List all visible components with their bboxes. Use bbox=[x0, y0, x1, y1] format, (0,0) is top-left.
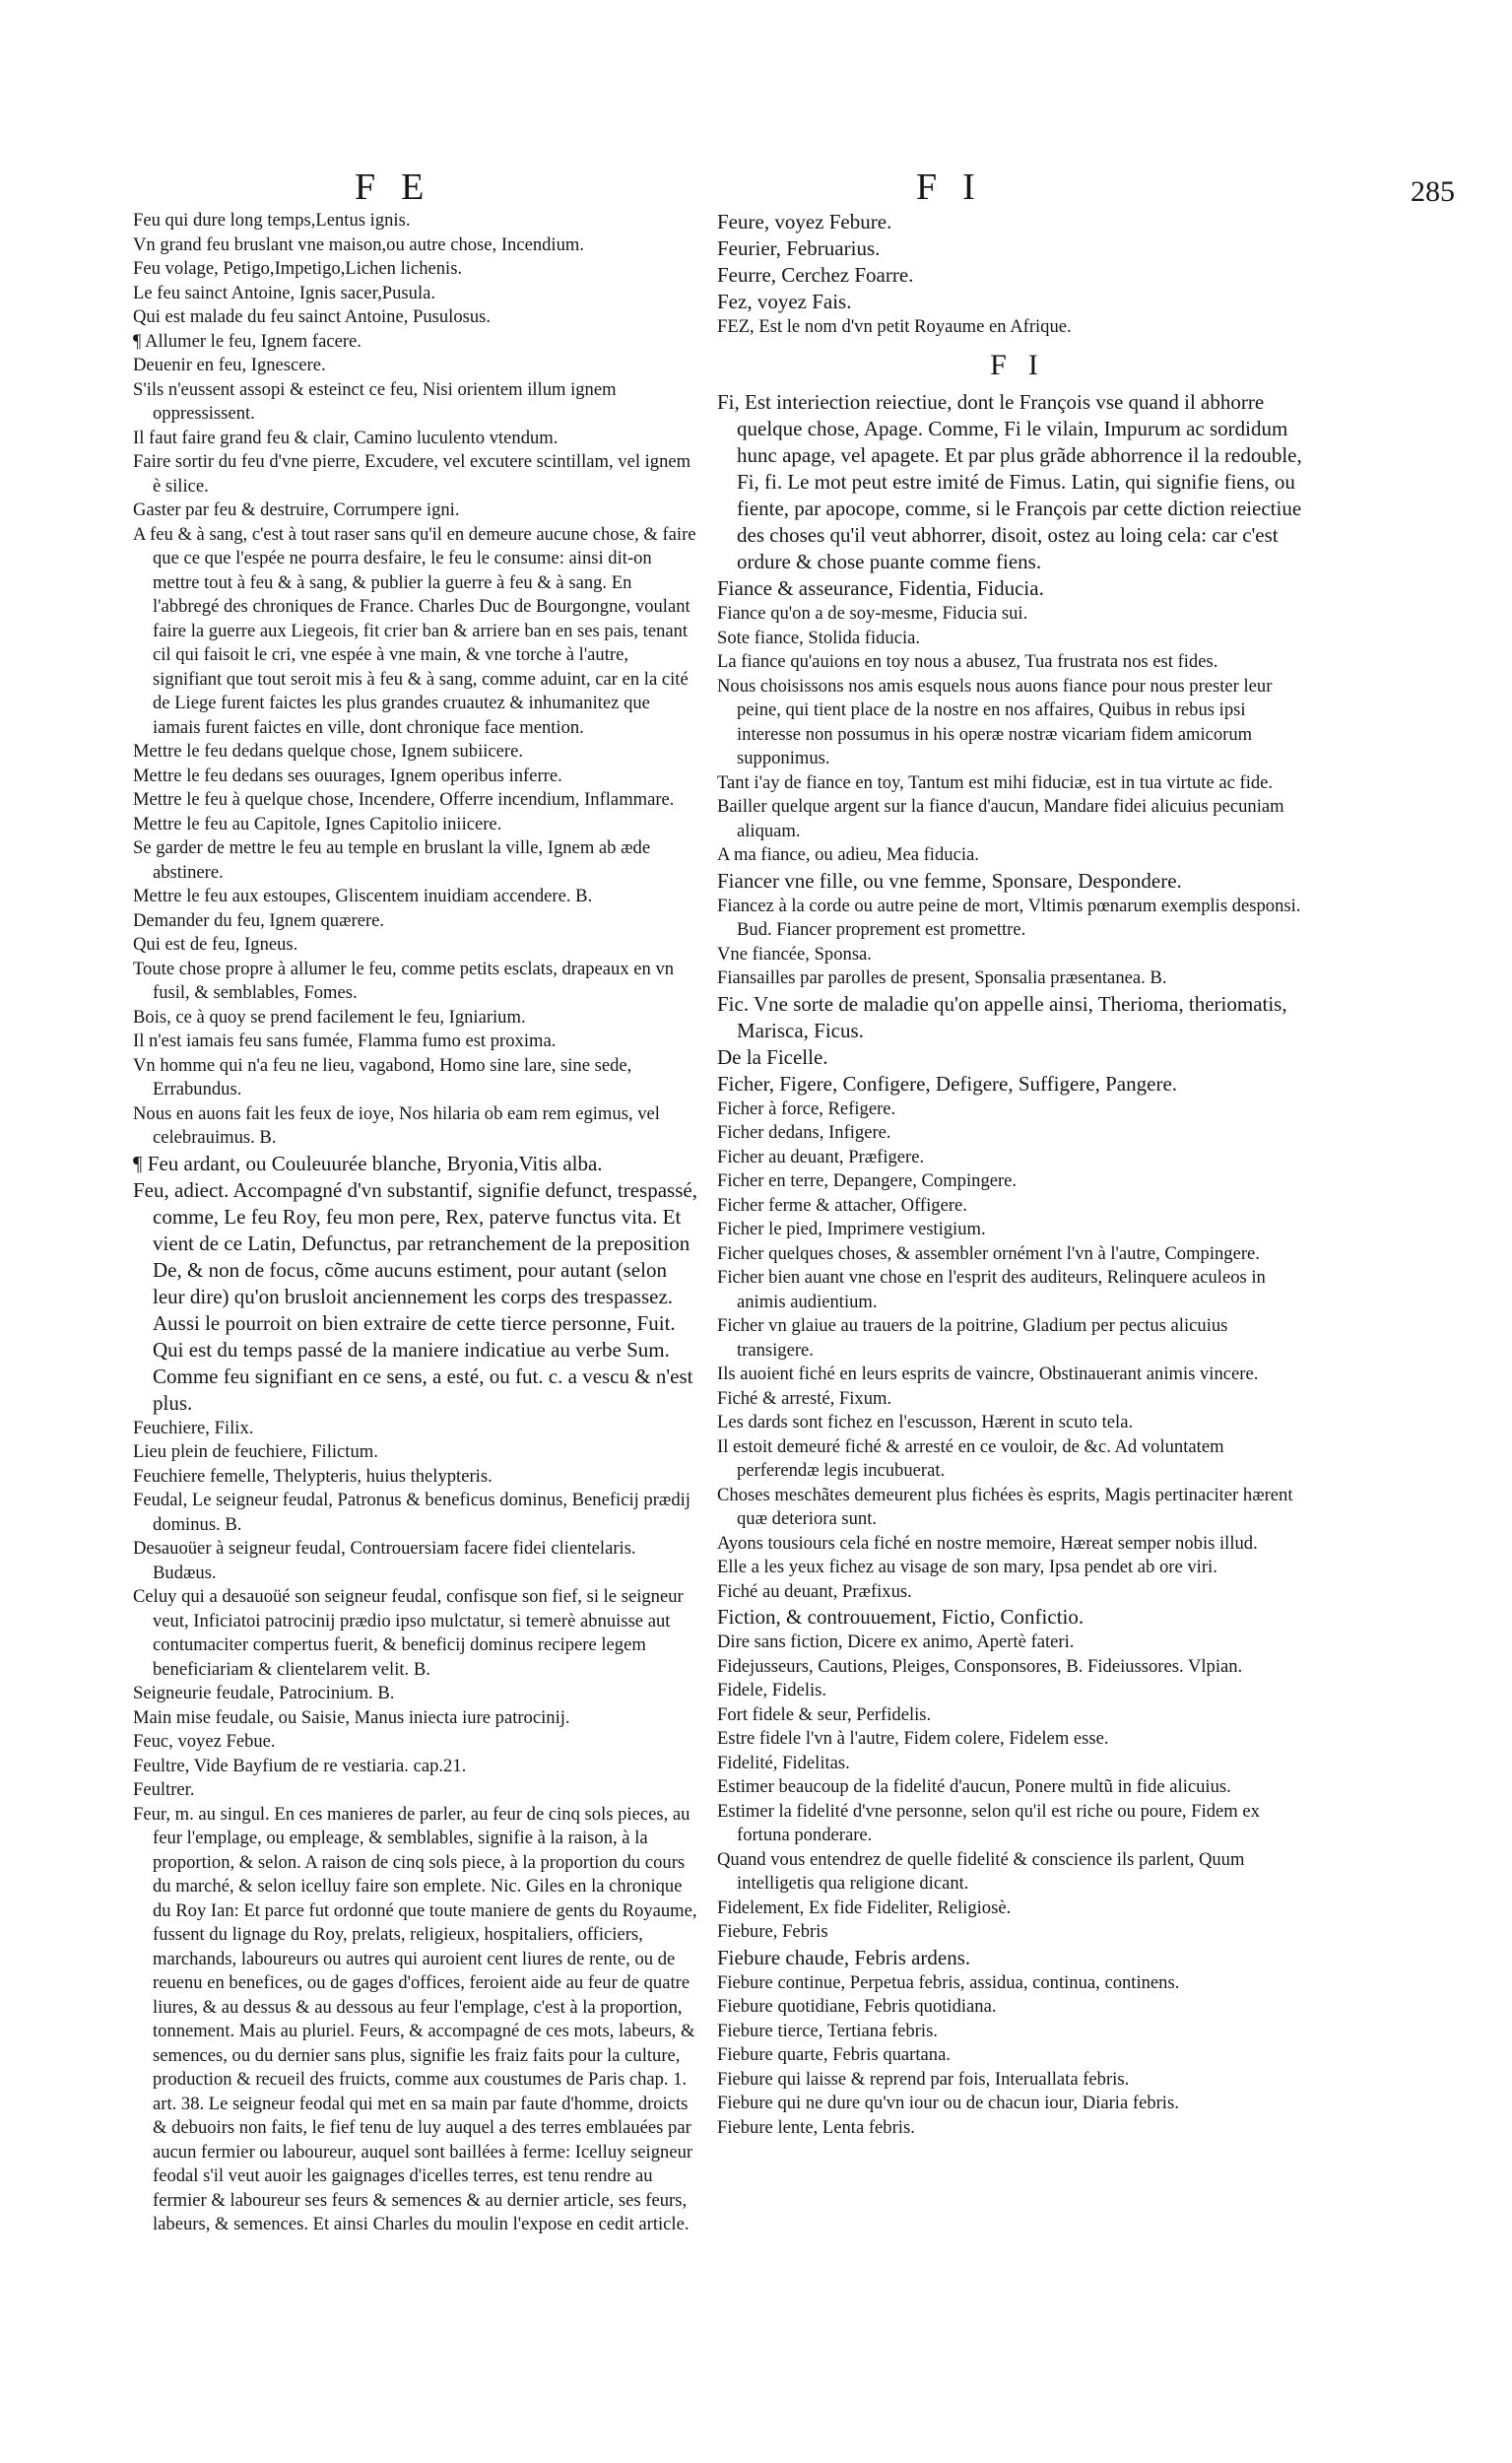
dictionary-entry: Fiebure tierce, Tertiana febris. bbox=[717, 2020, 938, 2041]
dictionary-entry: Il estoit demeuré fiché & arresté en ce vouloir, de &c. Ad voluntatem perferendæ legis incubuerat. bbox=[717, 1435, 1224, 1481]
dictionary-entry: A feu & à sang, c'est à tout raser sans qu'il en demeure aucune chose, & faire que ce que l'espée ne pourra desfaire, le feu le consume: ainsi dit-on mettre tout à feu & à sang, & publier la guerre à feu & à sang. En l'abbregé des chroniques de France. Charles Duc de Bourgongne, voulant faire la guerre aux Liegeois, fit crier ban & arriere ban en ses pais, tenant cil qui faisoit le cri, vne espée à vne main, & vne torche à l'autre, signifiant que tout seroit mis à feu & à sang, comme aduint, car en la cité de Liege furent faictes les plus grandes cruautez & inhumanitez que iamais furent faictes en ville, dont chronique face mention. bbox=[133, 523, 696, 738]
dictionary-entry: Vne fiancée, Sponsa. bbox=[717, 943, 872, 965]
dictionary-entry: Mettre le feu aux estoupes, Gliscentem inuidiam accendere. B. bbox=[133, 886, 593, 906]
dictionary-entry: Fiché & arresté, Fixum. bbox=[717, 1387, 892, 1409]
dictionary-entry: Fiebure lente, Lenta febris. bbox=[717, 2116, 915, 2138]
dictionary-entry: Feuchiere, Filix. bbox=[133, 1417, 254, 1438]
dictionary-entry: Choses meschãtes demeurent plus fichées ès esprits, Magis pertinaciter hærent quæ deteriora sunt. bbox=[717, 1484, 1293, 1529]
dictionary-entry: Bois, ce à quoy se prend facilement le feu, Igniarium. bbox=[133, 1006, 526, 1028]
dictionary-entry: Mettre le feu à quelque chose, Incendere, Offerre incendium, Inflammare. bbox=[133, 789, 675, 810]
running-head-right: FI bbox=[916, 166, 1001, 208]
dictionary-entry: Sote fiance, Stolida fiducia. bbox=[717, 627, 921, 648]
dictionary-entry: Feuchiere femelle, Thelypteris, huius thelypteris. bbox=[133, 1465, 493, 1487]
dictionary-entry: Vn homme qui n'a feu ne lieu, vagabond, Homo sine lare, sine sede, Errabundus. bbox=[133, 1054, 632, 1099]
dictionary-entry: Ficher ferme & attacher, Offigere. bbox=[717, 1194, 967, 1216]
dictionary-entry: Ils auoient fiché en leurs esprits de vaincre, Obstinauerant animis vincere. bbox=[717, 1364, 1259, 1384]
dictionary-entry: Fiansailles par parolles de present, Sponsalia præsentanea. B. bbox=[717, 967, 1167, 988]
right-column-top-entries bbox=[717, 209, 1303, 340]
dictionary-entry: Elle a les yeux fichez au visage de son mary, Ipsa pendet ab ore viri. bbox=[717, 1557, 1217, 1577]
dictionary-entry: Ficher en terre, Depangere, Compingere. bbox=[717, 1170, 1018, 1191]
dictionary-entry: Ficher bien auant vne chose en l'esprit des auditeurs, Relinquere aculeos in animis audientium. bbox=[717, 1267, 1266, 1312]
dictionary-entry: Fiance & asseurance, Fidentia, Fiducia. bbox=[717, 576, 1044, 600]
dictionary-entry: S'ils n'eussent assopi & esteinct ce feu, Nisi orientem illum ignem oppressissent. bbox=[133, 378, 617, 424]
dictionary-entry: ¶ Allumer le feu, Ignem facere. bbox=[133, 330, 362, 352]
dictionary-entry: Feultre, Vide Bayfium de re vestiaria. cap.21. bbox=[133, 1755, 467, 1776]
dictionary-entry: Feuc, voyez Febue. bbox=[133, 1731, 276, 1752]
dictionary-entry: ¶ Feu ardant, ou Couleuurée blanche, Bryonia,Vitis alba. bbox=[133, 1151, 603, 1175]
dictionary-entry: Ficher à force, Refigere. bbox=[717, 1098, 896, 1119]
dictionary-entry: Il faut faire grand feu & clair, Camino luculento vtendum. bbox=[133, 427, 559, 448]
dictionary-entry: Mettre le feu dedans ses ouurages, Ignem operibus inferre. bbox=[133, 765, 562, 786]
dictionary-entry: Estre fidele l'vn à l'autre, Fidem colere, Fidelem esse. bbox=[717, 1728, 1109, 1749]
dictionary-entry: Bailler quelque argent sur la fiance d'aucun, Mandare fidei alicuius pecuniam aliquam. bbox=[717, 796, 1284, 841]
dictionary-entry: Le feu sainct Antoine, Ignis sacer,Pusula. bbox=[133, 282, 436, 303]
dictionary-entry: Feultrer. bbox=[133, 1779, 195, 1800]
dictionary-entry: Feure, voyez Febure. bbox=[717, 210, 892, 233]
running-head-left: FE bbox=[355, 166, 450, 208]
dictionary-entry: Fiebure chaude, Febris ardens. bbox=[717, 1945, 971, 1969]
right-column-entries bbox=[717, 389, 1303, 2140]
dictionary-entry: Feur, m. au singul. En ces manieres de parler, au feur de cinq sols pieces, au feur l'emplage, ou empleage, & semblables, signifie à la raison, à la proportion, & selon. A raison de cinq sols piece, à la proportion du cours du marché, & selon icelluy faire son emplete. Nic. Giles en la chronique du Roy Ian: Et parce fut ordonné que toute maniere de gents du Royaume, fussent du lignage du Roy, prelats, religieux, hospitaliers, officiers, marchands, laboureurs ou autres qui auroient cent liures de rente, ou de reuenu en benefices, ou de gages d'offices, feroient aide au feur de quatre liures, & au dessus & au dessous au feur l'emplage, c'est à la proportion, tonnement. Mais au pluriel. Feurs, & accompagné de ces mots, labeurs, & semences, ou du dernier sans plus, signifie les fraiz faits pour la culture, production & recueil des fruicts, comme aux coustumes de Paris chap. 1. art. 38. Le seigneur feodal qui met en sa main par faute d'homme, droicts & debuoirs non faits, le fief tenu de luy auquel a des terres emblauées par aucun fermier ou laboureur, auquel sont baillées à ferme: Icelluy seigneur feodal s'il veut auoir les gaignages d'icelles terres, est tenu rendre au fermier & laboureur ses feurs & semences & au dernier article, ses feurs, labeurs, & semences. Et ainsi Charles du moulin l'expose en cedit article. bbox=[133, 1803, 697, 2234]
dictionary-entry: Dire sans fiction, Dicere ex animo, Apertè fateri. bbox=[717, 1631, 1075, 1652]
dictionary-entry: Fiché au deuant, Præfixus. bbox=[717, 1580, 912, 1602]
dictionary-entry: Fic. Vne sorte de maladie qu'on appelle ainsi, Therioma, theriomatis, Marisca, Ficus. bbox=[717, 991, 1287, 1042]
dictionary-entry: Fiebure qui ne dure qu'vn iour ou de chacun iour, Diaria febris. bbox=[717, 2093, 1179, 2113]
dictionary-entry: Fiebure continue, Perpetua febris, assidua, continua, continens. bbox=[717, 1971, 1180, 1993]
dictionary-entry: Celuy qui a desauoüé son seigneur feudal, confisque son fief, si le seigneur veut, Inficiatoi patrocinij prædio ipso mulctatur, si temerè abnuisse aut contumaciter compertus fuerit, & beneficij dominus recipere legem beneficiariam & clientelarem velit. B. bbox=[133, 1586, 684, 1680]
dictionary-entry: A ma fiance, ou adieu, Mea fiducia. bbox=[717, 844, 979, 865]
dictionary-entry: Fi, Est interiection reiectiue, dont le François vse quand il abhorre quelque chose, Apage. Comme, Fi le vilain, Impurum ac sordidum hunc apage, vel apagete. Et par plus grãde abhorrence il la redouble, Fi, fi. Le mot peut estre imité de Fimus. Latin, qui signifie fiens, ou fiente, par apocope, comme, si le François par cette diction reiectiue des choses qu'il veut abhorrer, disoit, ostez au loing cela: car c'est ordure & chose puante comme fiens. bbox=[717, 390, 1302, 573]
right-column bbox=[717, 209, 1303, 2140]
dictionary-entry: Ficher au deuant, Præfigere. bbox=[717, 1146, 925, 1167]
dictionary-entry: Vn grand feu bruslant vne maison,ou autre chose, Incendium. bbox=[133, 233, 584, 255]
dictionary-entry: Feurier, Februarius. bbox=[717, 236, 881, 260]
dictionary-entry: Fidelement, Ex fide Fideliter, Religiosè. bbox=[717, 1897, 1012, 1918]
dictionary-entry: Qui est malade du feu sainct Antoine, Pusulosus. bbox=[133, 306, 492, 327]
dictionary-entry: Deuenir en feu, Ignescere. bbox=[133, 355, 326, 375]
dictionary-entry: De la Ficelle. bbox=[717, 1044, 828, 1069]
dictionary-entry: Les dards sont fichez en l'escusson, Hærent in scuto tela. bbox=[717, 1412, 1134, 1432]
dictionary-entry: Gaster par feu & destruire, Corrumpere igni. bbox=[133, 499, 460, 520]
dictionary-entry: Fiebure, Febris bbox=[717, 1921, 828, 1942]
dictionary-entry: Demander du feu, Ignem quærere. bbox=[133, 909, 385, 931]
dictionary-entry: Seigneurie feudale, Patrocinium. B. bbox=[133, 1683, 395, 1703]
dictionary-entry: Ayons tousiours cela fiché en nostre memoire, Hæreat semper nobis illud. bbox=[717, 1532, 1258, 1554]
dictionary-entry: Estimer beaucoup de la fidelité d'aucun, Ponere multũ in fide alicuius. bbox=[717, 1776, 1231, 1797]
dictionary-entry: Mettre le feu au Capitole, Ignes Capitolio iniicere. bbox=[133, 813, 502, 834]
dictionary-entry: Fiancez à la corde ou autre peine de mort, Vltimis pœnarum exemplis desponsi. Bud. Fiancer proprement est promettre. bbox=[717, 895, 1301, 940]
section-title: FI bbox=[990, 348, 1060, 381]
dictionary-entry: Fort fidele & seur, Perfidelis. bbox=[717, 1703, 932, 1725]
dictionary-entry: Tant i'ay de fiance en toy, Tantum est mihi fiduciæ, est in tua virtute ac fide. bbox=[717, 771, 1274, 793]
left-column bbox=[133, 209, 699, 2237]
dictionary-entry: Nous en auons fait les feux de ioye, Nos hilaria ob eam rem egimus, vel celebrauimus. B. bbox=[133, 1102, 660, 1148]
dictionary-entry: Main mise feudale, ou Saisie, Manus iniecta iure patrocinij. bbox=[133, 1706, 570, 1728]
dictionary-entry: Ficher, Figere, Configere, Defigere, Suffigere, Pangere. bbox=[717, 1071, 1178, 1096]
dictionary-entry: Fiebure quotidiane, Febris quotidiana. bbox=[717, 1996, 997, 2017]
dictionary-entry: Fidele, Fidelis. bbox=[717, 1680, 827, 1700]
dictionary-entry: Desauoüer à seigneur feudal, Controuersiam facere fidei clientelaris. Budæus. bbox=[133, 1538, 636, 1583]
dictionary-entry: Feu qui dure long temps,Lentus ignis. bbox=[133, 210, 411, 231]
dictionary-entry: Feu volage, Petigo,Impetigo,Lichen lichenis. bbox=[133, 258, 463, 279]
dictionary-entry: Toute chose propre à allumer le feu, comme petits esclats, drapeaux en vn fusil, & semblables, Fomes. bbox=[133, 958, 675, 1003]
dictionary-entry: Mettre le feu dedans quelque chose, Ignem subiicere. bbox=[133, 741, 523, 762]
dictionary-entry: Ficher vn glaiue au trauers de la poitrine, Gladium per pectus alicuius transigere. bbox=[717, 1315, 1228, 1361]
dictionary-entry: Feu, adiect. Accompagné d'vn substantif, signifie defunct, trespassé, comme, Le feu Roy, feu mon pere, Rex, paterve functus vita. Et vient de ce Latin, Defunctus, par retranchement de la preposition De, & non de focus, cõme aucuns estiment, pour autant (selon leur dire) qu'on brusloit anciennement les corps des trespassez. Aussi le pourroit on bien extraire de cette tierce personne, Fuit. Qui est du temps passé de la maniere indicatiue au verbe Sum. Comme feu signifiant en ce sens, a esté, ou fut. c. a vescu & n'est plus. bbox=[133, 1177, 697, 1415]
dictionary-entry: Fiancer vne fille, ou vne femme, Sponsare, Despondere. bbox=[717, 868, 1182, 893]
dictionary-entry: Fidelité, Fidelitas. bbox=[717, 1752, 850, 1773]
dictionary-entry: Il n'est iamais feu sans fumée, Flamma fumo est proxima. bbox=[133, 1031, 557, 1051]
dictionary-entry: Fiebure quarte, Febris quartana. bbox=[717, 2044, 951, 2065]
dictionary-entry: La fiance qu'auions en toy nous a abusez, Tua frustrata nos est fides. bbox=[717, 651, 1218, 672]
dictionary-entry: FEZ, Est le nom d'vn petit Royaume en Afrique. bbox=[717, 316, 1072, 337]
dictionary-entry: Quand vous entendrez de quelle fidelité & conscience ils parlent, Quum intelligetis qua religione dicant. bbox=[717, 1848, 1245, 1894]
dictionary-entry: Estimer la fidelité d'vne personne, selon qu'il est riche ou poure, Fidem ex fortuna ponderare. bbox=[717, 1800, 1260, 1845]
page-number: 285 bbox=[1411, 175, 1455, 208]
dictionary-entry: Feudal, Le seigneur feudal, Patronus & beneficus dominus, Beneficij prædij dominus. B. bbox=[133, 1490, 690, 1535]
dictionary-entry: Fiance qu'on a de soy-mesme, Fiducia sui. bbox=[717, 603, 1028, 624]
dictionary-entry: Se garder de mettre le feu au temple en bruslant la ville, Ignem ab æde abstinere. bbox=[133, 837, 651, 883]
dictionary-entry: Ficher quelques choses, & assembler ornément l'vn à l'autre, Compingere. bbox=[717, 1242, 1260, 1264]
dictionary-entry: Fiebure qui laisse & reprend par fois, Interuallata febris. bbox=[717, 2068, 1130, 2090]
dictionary-entry: Feurre, Cerchez Foarre. bbox=[717, 263, 914, 287]
dictionary-entry: Fiction, & controuuement, Fictio, Confictio. bbox=[717, 1605, 1085, 1629]
dictionary-entry: Fidejusseurs, Cautions, Pleiges, Consponsores, B. Fideiussores. Vlpian. bbox=[717, 1655, 1243, 1677]
dictionary-entry: Ficher dedans, Infigere. bbox=[717, 1122, 891, 1143]
dictionary-entry: Qui est de feu, Igneus. bbox=[133, 934, 298, 955]
dictionary-entry: Nous choisissons nos amis esquels nous auons fiance pour nous prester leur peine, qui tient place de la nostre en nos affaires, Quibus in rebus ipsi interesse non possumus in his operæ nostræ vicariam fidem amicorum supponimus. bbox=[717, 675, 1273, 768]
dictionary-entry: Fez, voyez Fais. bbox=[717, 290, 852, 313]
dictionary-entry: Lieu plein de feuchiere, Filictum. bbox=[133, 1441, 378, 1462]
dictionary-entry: Faire sortir du feu d'vne pierre, Excudere, vel excutere scintillam, vel ignem è silice. bbox=[133, 451, 691, 497]
dictionary-entry: Ficher le pied, Imprimere vestigium. bbox=[717, 1219, 986, 1239]
